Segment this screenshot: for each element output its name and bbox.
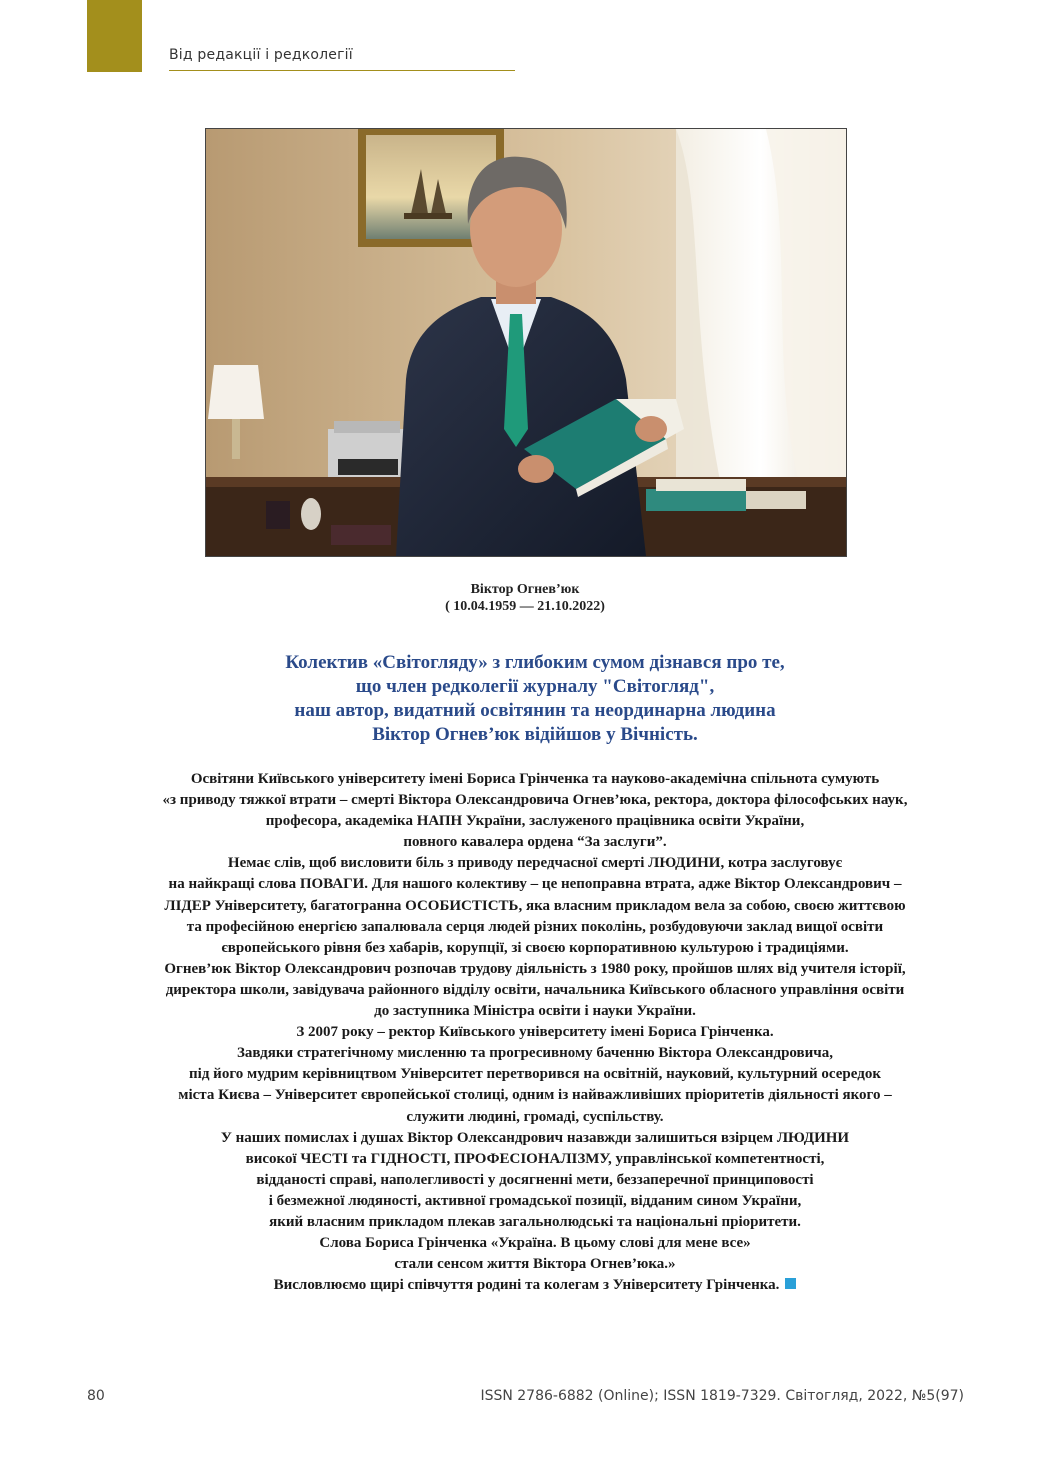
body-line: європейського рівня без хабарів, корупції, зі своєю корпоративною культурою і традиціями. [221, 939, 849, 956]
body-line: стали сенсом життя Віктора Огнев’юка.» [394, 1256, 676, 1273]
page-number: 80 [87, 1388, 105, 1404]
portrait-photo [205, 128, 847, 557]
body-line: директора школи, завідувача районного відділу освіти, начальника Київського обласного управління освіти [165, 981, 905, 998]
body-line: У наших помислах і душах Віктор Олександрович назавжди залишиться взірцем ЛЮДИНИ [220, 1129, 850, 1146]
body-line: під його мудрим керівництвом Університет перетворився на освітній, науковий, культурний осередок [189, 1066, 881, 1083]
headline-line: Віктор Огнев’юк відійшов у Вічність. [372, 724, 698, 745]
body-line: і безмежної людяності, активної громадської позиції, відданим сином України, [268, 1192, 802, 1209]
body-line: та професійною енергією запалювала серця людей різних поколінь, розбудовуючи заклад вищої освіти [186, 918, 884, 935]
body-line: високої ЧЕСТІ та ГІДНОСТІ, ПРОФЕСІОНАЛІЗМУ, управлінської компетентності, [245, 1150, 825, 1167]
headline-line: що член редколегії журналу "Світогляд", [355, 676, 715, 697]
body-line: Немає слів, щоб висловити біль з приводу передчасної смерті ЛЮДИНИ, котра заслуговує [227, 855, 843, 872]
body-line: ЛІДЕР Університету, багатогранна ОСОБИСТІСТЬ, яка власним прикладом вела за собою, своєю життєвою [164, 897, 906, 914]
body-line: Освітяни Київського університету імені Бориса Грінченка та науково-академічна спільнота сумують [190, 771, 880, 787]
photo-caption-name: Віктор Огнев’юк [470, 582, 580, 597]
body-line: Висловлюємо щирі співчуття родині та колегам з Університету Грінченка. [273, 1277, 780, 1294]
headline-line: Колектив «Світогляду» з глибоким сумом дізнався про те, [285, 652, 785, 673]
body-line-last [0, 1275, 1050, 1296]
body-line: З 2007 року – ректор Київського університету імені Бориса Грінченка. [296, 1024, 774, 1041]
body-line: Завдяки стратегічному мисленню та прогресивному баченню Віктора Олександровича, [236, 1045, 834, 1062]
photo-caption-dates: ( 10.04.1959 — 21.10.2022) [445, 599, 605, 614]
body-line: «з приводу тяжкої втрати – смерті Віктора Олександровича Огнев’юка, ректора, доктора філософських наук, [162, 792, 908, 809]
body-line: повного кавалера ордена “За заслуги”. [403, 834, 667, 851]
portrait-illustration [206, 129, 846, 556]
section-divider [169, 70, 515, 71]
headline [0, 651, 1050, 747]
body-line: на найкращі слова ПОВАГИ. Для нашого колективу – це непоправна втрата, адже Віктор Олександрович – [168, 876, 902, 893]
end-mark-icon [785, 1278, 796, 1289]
body-line: до заступника Міністра освіти і науки України. [374, 1003, 696, 1020]
footer-issn: ISSN 2786-6882 (Online); ISSN 1819-7329. Світогляд, 2022, №5(97) [480, 1388, 964, 1404]
body-line: професора, академіка НАПН України, заслуженого працівника освіти України, [265, 813, 805, 830]
body-line: Слова Бориса Грінченка «Україна. В цьому слові для мене все» [319, 1235, 751, 1252]
header-accent-block [87, 0, 142, 72]
section-title: Від редакції і редколегії [169, 47, 353, 63]
body-line: міста Києва – Університет європейської столиці, одним із найважливіших пріоритетів діяльності якого – [178, 1087, 892, 1104]
body-line: Огнев’юк Віктор Олександрович розпочав трудову діяльність з 1980 року, пройшов шлях від учителя історії, [164, 960, 906, 977]
headline-line: наш автор, видатний освітянин та неординарна людина [294, 700, 776, 721]
body-line: служити людині, громаді, суспільству. [406, 1108, 664, 1125]
body-line: відданості справі, наполегливості у досягненні мети, беззаперечної принциповості [256, 1171, 814, 1188]
obituary-body [0, 769, 1050, 1296]
body-line: який власним прикладом плекав загальнолюдські та національні пріоритети. [269, 1213, 801, 1230]
